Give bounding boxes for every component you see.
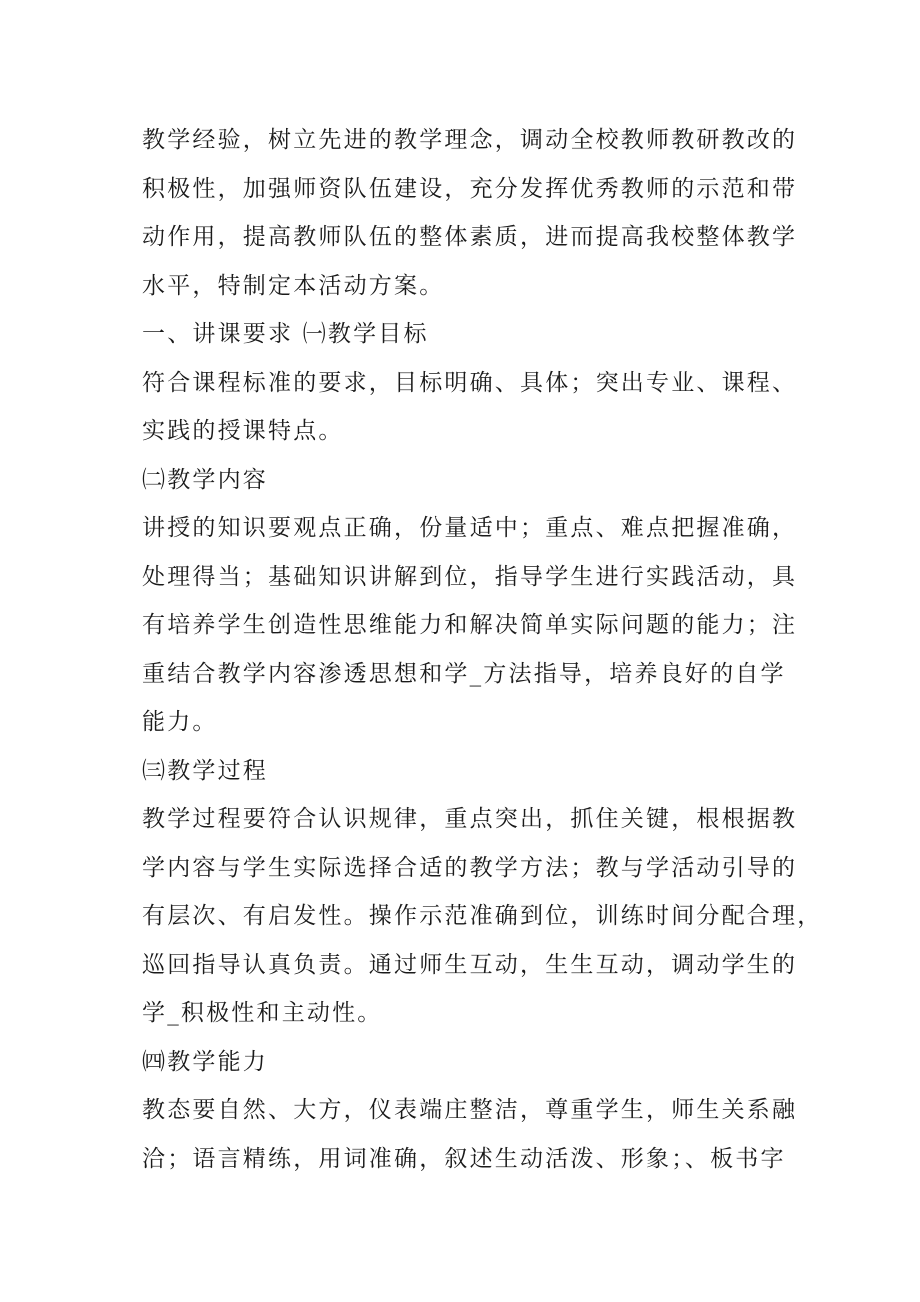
text-line: 教学经验，树立先进的教学理念，调动全校教师教研教改的	[142, 127, 798, 153]
text-line: 处理得当；基础知识讲解到位，指导学生进行实践活动，具	[142, 563, 798, 590]
section-heading-teaching-process: ㈢教学过程	[142, 757, 268, 784]
text-line: 学_积极性和主动性。	[142, 1000, 383, 1026]
text-line: 讲授的知识要观点正确，份量适中；重点、难点把握准确，	[142, 515, 798, 541]
text-line: 重结合教学内容渗透思想和学_方法指导，培养良好的自学	[142, 660, 786, 687]
text-line: 学内容与学生实际选择合适的教学方法；教与学活动引导的	[142, 854, 798, 881]
text-line: 洽；语言精练，用词准确，叙述生动活泼、形象；、板书字	[142, 1145, 786, 1172]
paragraph-process	[142, 795, 823, 1038]
text-line: 巡回指导认真负责。通过师生互动，生生互动，调动学生的	[142, 951, 798, 978]
text-line: 动作用，提高教师队伍的整体素质，进而提高我校整体教学	[142, 224, 798, 250]
text-line: 有培养学生创造性思维能力和解决简单实际问题的能力；注	[142, 612, 798, 638]
text-line: 水平，特制定本活动方案。	[142, 272, 445, 299]
text-line: 符合课程标准的要求，目标明确、具体；突出专业、课程、	[142, 369, 798, 396]
text-line: 教学过程要符合认识规律，重点突出，抓住关键，根根据教	[142, 806, 798, 832]
text-line: 积极性，加强师资队伍建设，充分发挥优秀教师的示范和带	[142, 175, 798, 202]
paragraph-content	[142, 504, 798, 747]
paragraph-intro	[142, 116, 798, 310]
section-heading-teaching-ability: ㈣教学能力	[142, 1048, 268, 1075]
text-line: 能力。	[142, 709, 218, 735]
section-heading-teaching-goals: 一、讲课要求 ㈠教学目标	[142, 321, 429, 347]
text-line: 实践的授课特点。	[142, 418, 344, 444]
paragraph-goals	[142, 359, 798, 456]
document-body	[142, 116, 823, 1183]
section-heading-teaching-content: ㈡教学内容	[142, 466, 268, 493]
text-line: 有层次、有启发性。操作示范准确到位，训练时间分配合理，	[142, 903, 823, 929]
paragraph-ability	[142, 1086, 798, 1183]
text-line: 教态要自然、大方，仪表端庄整洁，尊重学生，师生关系融	[142, 1097, 798, 1123]
